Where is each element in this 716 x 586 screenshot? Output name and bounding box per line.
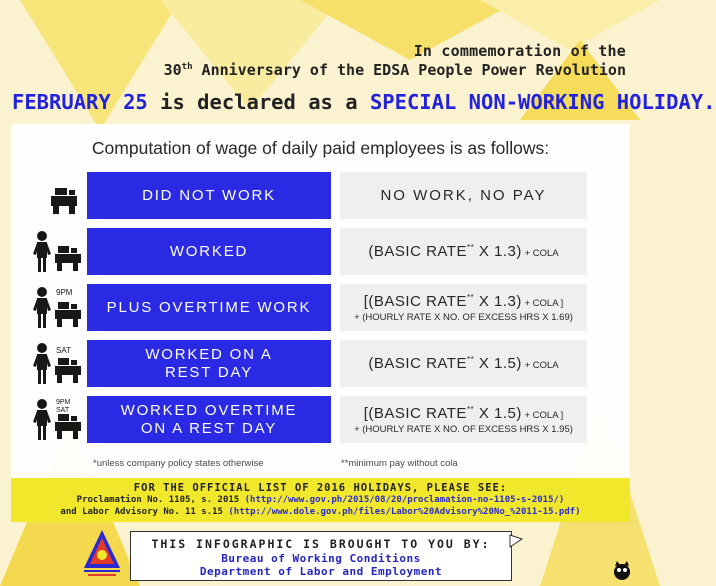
row-label: WORKED OVERTIME ON A REST DAY: [87, 396, 331, 443]
footnote-minimum-pay: **minimum pay without cola: [341, 458, 458, 469]
row-computation: [(BASIC RATE** X 1.5) + COLA ] + (HOURLY RATE X NO. OF EXCESS HRS X 1.95): [340, 396, 587, 443]
panel-subtitle: Computation of wage of daily paid employees is as follows:: [91, 138, 550, 158]
proclamation-line: Proclamation No. 1105, s. 2015 (http://www.gov.ph/2015/08/20/proclamation-no-1105-s-2015/): [76, 495, 565, 505]
holiday-date: FEBRUARY 25: [12, 90, 148, 114]
row-did-not-work: [11, 172, 630, 219]
wage-computation-panel: [11, 124, 630, 478]
labor-advisory-line: and Labor Advisory No. 11 s.15 (http://www.dole.gov.ph/files/Labor%20Advisory%20No_%2011-15.pdf): [60, 507, 581, 517]
credits-bureau: Bureau of Working Conditions: [221, 552, 421, 565]
worker-overtime-icon: [33, 286, 85, 330]
corner-mark-icon: [610, 560, 634, 582]
holiday-type: SPECIAL NON-WORKING HOLIDAY.: [369, 90, 716, 114]
labor-advisory-link[interactable]: (http://www.dole.gov.ph/files/Labor%20Advisory%20No_%2011-15.pdf): [228, 507, 581, 517]
row-computation: (BASIC RATE** X 1.3) + COLA: [340, 228, 587, 275]
speech-tail-icon: [504, 535, 524, 555]
row-label: WORKED: [87, 228, 331, 275]
row-rest-day: [11, 340, 630, 387]
credits-box: [130, 531, 512, 581]
icon-time-text: 9PM: [56, 399, 71, 406]
footnote-company-policy: *unless company policy states otherwise: [93, 458, 264, 469]
official-list-band: [11, 478, 630, 522]
row-worked: [11, 228, 630, 275]
dole-logo: [80, 528, 124, 580]
proclamation-link[interactable]: (http://www.gov.ph/2015/08/20/proclamation-no-1105-s-2015/): [244, 495, 565, 505]
row-label: DID NOT WORK: [87, 172, 331, 219]
row-label: PLUS OVERTIME WORK: [87, 284, 331, 331]
credits-title: THIS INFOGRAPHIC IS BROUGHT TO YOU BY:: [151, 537, 491, 551]
header-line-2: 30th Anniversary of the EDSA People Power Revolution: [163, 61, 626, 79]
row-computation: NO WORK, NO PAY: [340, 172, 587, 219]
row-overtime: [11, 284, 630, 331]
icon-day-text: SAT: [56, 346, 71, 355]
row-label: WORKED ON A REST DAY: [87, 340, 331, 387]
worker-rest-day-overtime-icon: [33, 398, 85, 442]
icon-day-text: SAT: [56, 407, 70, 414]
row-computation: (BASIC RATE** X 1.5) + COLA: [340, 340, 587, 387]
row-rest-day-overtime: [11, 396, 630, 443]
icon-time-text: 9PM: [56, 288, 73, 297]
row-computation: [(BASIC RATE** X 1.3) + COLA ] + (HOURLY RATE X NO. OF EXCESS HRS X 1.69): [340, 284, 587, 331]
header-line-1: In commemoration of the: [413, 42, 626, 60]
desk-icon: [33, 174, 85, 218]
header-line-3: FEBRUARY 25 is declared as a SPECIAL NON-WORKING HOLIDAY.: [12, 90, 716, 114]
official-list-title: FOR THE OFFICIAL LIST OF 2016 HOLIDAYS, PLEASE SEE:: [133, 482, 508, 494]
worker-at-desk-icon: [33, 230, 85, 274]
credits-department: Department of Labor and Employment: [199, 565, 443, 578]
worker-rest-day-icon: [33, 342, 85, 386]
